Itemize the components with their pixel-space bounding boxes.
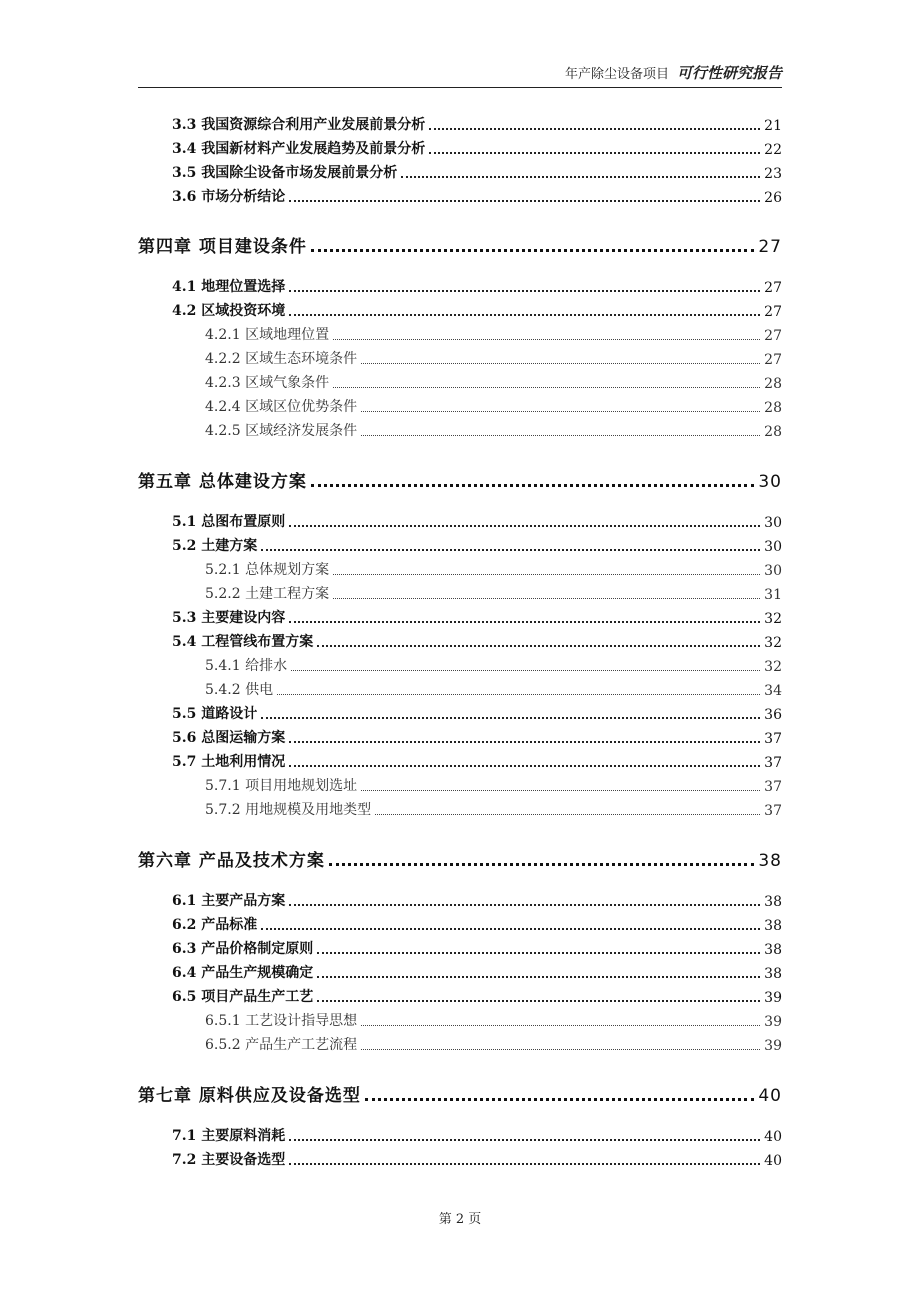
toc-leader (329, 863, 754, 866)
toc-chapter-page: 40 (758, 1086, 782, 1106)
toc-entry-title: 4.2.3 区域气象条件 (205, 375, 330, 391)
toc-leader (333, 339, 760, 340)
toc-entry[interactable] (172, 276, 782, 296)
toc-entry-page: 34 (764, 683, 782, 699)
toc-subentry[interactable] (205, 372, 782, 392)
toc-leader (361, 1025, 760, 1026)
toc-chapter-6[interactable] (138, 845, 782, 871)
toc-leader (375, 814, 760, 815)
toc-entry[interactable] (172, 962, 782, 982)
toc-entry[interactable] (172, 511, 782, 531)
toc-leader (317, 976, 760, 978)
toc-entry-title: 3.5 我国除尘设备市场发展前景分析 (172, 165, 398, 181)
toc-leader (333, 387, 760, 388)
toc-entry-title: 6.2 产品标准 (172, 917, 258, 933)
toc-entry-page: 22 (764, 142, 782, 158)
toc-subentry[interactable] (205, 655, 782, 675)
toc-entry[interactable] (172, 300, 782, 320)
toc-entry-title: 5.7 土地利用情况 (172, 754, 286, 770)
toc-entry-page: 38 (764, 966, 782, 982)
toc-entry-title: 5.6 总图运输方案 (172, 730, 286, 746)
toc-subentry[interactable] (205, 396, 782, 416)
toc-entry[interactable] (172, 914, 782, 934)
toc-entry-page: 26 (764, 190, 782, 206)
toc-entry-page: 30 (764, 515, 782, 531)
toc-leader (317, 1000, 760, 1002)
toc-entry-page: 27 (764, 328, 782, 344)
toc-leader (289, 765, 760, 767)
toc-entry[interactable] (172, 727, 782, 747)
toc-entry[interactable] (172, 535, 782, 555)
toc-subentry[interactable] (205, 559, 782, 579)
toc-leader (361, 1049, 760, 1050)
toc-chapter-5[interactable] (138, 466, 782, 492)
toc-entry-title: 7.1 主要原料消耗 (172, 1128, 286, 1144)
toc-chapter-title: 第四章 项目建设条件 (138, 237, 307, 257)
toc-entry-title: 4.1 地理位置选择 (172, 279, 286, 295)
toc-entry-title: 5.4.2 供电 (205, 682, 274, 698)
toc-entry[interactable] (172, 703, 782, 723)
toc-entry-page: 39 (764, 1014, 782, 1030)
toc-leader (361, 435, 760, 436)
toc-entry-page: 23 (764, 166, 782, 182)
toc-entry-page: 28 (764, 424, 782, 440)
toc-entry-title: 5.1 总图布置原则 (172, 514, 286, 530)
toc-entry-page: 32 (764, 635, 782, 651)
toc-entry-title: 6.5.1 工艺设计指导思想 (205, 1013, 358, 1029)
toc-entry[interactable] (172, 631, 782, 651)
toc-entry[interactable] (172, 751, 782, 771)
toc-subentry[interactable] (205, 799, 782, 819)
toc-entry-title: 7.2 主要设备选型 (172, 1152, 286, 1168)
toc-leader (361, 790, 760, 791)
toc-leader (289, 200, 760, 202)
toc-entry-title: 6.5.2 产品生产工艺流程 (205, 1037, 358, 1053)
toc-entry-title: 6.5 项目产品生产工艺 (172, 989, 314, 1005)
toc-entry-page: 40 (764, 1153, 782, 1169)
toc-entry-page: 28 (764, 400, 782, 416)
toc-leader (289, 1139, 760, 1141)
toc-entry-page: 27 (764, 304, 782, 320)
toc-subentry[interactable] (205, 775, 782, 795)
toc-entry[interactable] (172, 114, 782, 134)
toc-chapter-page: 38 (758, 851, 782, 871)
toc-entry-page: 38 (764, 918, 782, 934)
toc-leader (289, 290, 760, 292)
toc-leader (261, 928, 760, 930)
toc-entry-title: 5.4 工程管线布置方案 (172, 634, 314, 650)
toc-leader (289, 621, 760, 623)
toc-chapter-page: 30 (758, 472, 782, 492)
toc-entry-title: 6.3 产品价格制定原则 (172, 941, 314, 957)
toc-entry-page: 30 (764, 539, 782, 555)
toc-leader (311, 484, 754, 487)
toc-chapter-4[interactable] (138, 231, 782, 257)
toc-entry-page: 39 (764, 990, 782, 1006)
toc-entry-page: 37 (764, 779, 782, 795)
toc-leader (289, 741, 760, 743)
toc-entry-title: 5.7.2 用地规模及用地类型 (205, 802, 372, 818)
toc-entry-title: 6.4 产品生产规模确定 (172, 965, 314, 981)
toc-entry-page: 39 (764, 1038, 782, 1054)
toc-subentry[interactable] (205, 583, 782, 603)
toc-entry-page: 37 (764, 731, 782, 747)
toc-entry-page: 36 (764, 707, 782, 723)
toc-entry-title: 5.3 主要建设内容 (172, 610, 286, 626)
toc-leader (289, 1163, 760, 1165)
toc-chapter-title: 第五章 总体建设方案 (138, 472, 307, 492)
toc-entry-page: 32 (764, 611, 782, 627)
toc-entry-page: 30 (764, 563, 782, 579)
toc-subentry[interactable] (205, 1034, 782, 1054)
toc-entry[interactable] (172, 1125, 782, 1145)
toc-entry-title: 5.2.1 总体规划方案 (205, 562, 330, 578)
toc-leader (311, 249, 754, 252)
page-number: 第 2 页 (438, 1212, 482, 1227)
toc-entry-title: 5.2 土建方案 (172, 538, 258, 554)
toc-leader (333, 574, 760, 575)
toc-entry-title: 4.2.5 区域经济发展条件 (205, 423, 358, 439)
toc-leader (365, 1098, 754, 1101)
toc-entry-title: 6.1 主要产品方案 (172, 893, 286, 909)
toc-entry[interactable] (172, 890, 782, 910)
toc-entry[interactable] (172, 186, 782, 206)
toc-entry-page: 38 (764, 942, 782, 958)
toc-entry[interactable] (172, 162, 782, 182)
toc-entry-title: 4.2 区域投资环境 (172, 303, 286, 319)
toc-leader (289, 314, 760, 316)
toc-leader (261, 549, 760, 551)
toc-leader (333, 598, 760, 599)
toc-entry-title: 4.2.2 区域生态环境条件 (205, 351, 358, 367)
toc-entry-title: 3.6 市场分析结论 (172, 189, 286, 205)
toc-leader (361, 411, 760, 412)
header-doc-type: 可行性研究报告 (676, 64, 782, 82)
toc-leader (317, 952, 760, 954)
toc-chapter-title: 第六章 产品及技术方案 (138, 851, 325, 871)
toc-entry-page: 31 (764, 587, 782, 603)
toc-entry-page: 38 (764, 894, 782, 910)
toc-leader (317, 645, 760, 647)
toc-leader (261, 717, 760, 719)
toc-entry-page: 27 (764, 280, 782, 296)
toc-entry-page: 28 (764, 376, 782, 392)
toc-entry-title: 5.7.1 项目用地规划选址 (205, 778, 358, 794)
toc-entry-title: 3.4 我国新材料产业发展趋势及前景分析 (172, 141, 426, 157)
toc-chapter-7[interactable] (138, 1080, 782, 1106)
toc-subentry[interactable] (205, 348, 782, 368)
toc-entry[interactable] (172, 986, 782, 1006)
toc-subentry[interactable] (205, 679, 782, 699)
toc-entry-page: 37 (764, 803, 782, 819)
toc-entry-page: 37 (764, 755, 782, 771)
toc-entry[interactable] (172, 138, 782, 158)
toc-leader (429, 152, 760, 154)
toc-entry-title: 5.4.1 给排水 (205, 658, 288, 674)
toc-entry[interactable] (172, 938, 782, 958)
toc-entry[interactable] (172, 607, 782, 627)
toc-leader (401, 176, 760, 178)
toc-leader (429, 128, 760, 130)
toc-subentry[interactable] (205, 324, 782, 344)
toc-entry-title: 5.2.2 土建工程方案 (205, 586, 330, 602)
toc-chapter-title: 第七章 原料供应及设备选型 (138, 1086, 361, 1106)
toc-entry-title: 5.5 道路设计 (172, 706, 258, 722)
toc-leader (289, 904, 760, 906)
toc-entry-title: 4.2.4 区域区位优势条件 (205, 399, 358, 415)
toc-entry-page: 21 (764, 118, 782, 134)
toc-leader (361, 363, 760, 364)
toc-entry-page: 27 (764, 352, 782, 368)
toc-entry-page: 32 (764, 659, 782, 675)
toc-subentry[interactable] (205, 1010, 782, 1030)
toc-subentry[interactable] (205, 420, 782, 440)
toc-leader (277, 694, 760, 695)
toc-leader (289, 525, 760, 527)
toc-entry[interactable] (172, 1149, 782, 1169)
toc-entry-title: 4.2.1 区域地理位置 (205, 327, 330, 343)
toc-chapter-page: 27 (758, 237, 782, 257)
toc-entry-title: 3.3 我国资源综合利用产业发展前景分析 (172, 117, 426, 133)
toc-entry-page: 40 (764, 1129, 782, 1145)
header-doc-title: 年产除尘设备项目 (564, 67, 669, 82)
toc-leader (291, 670, 760, 671)
